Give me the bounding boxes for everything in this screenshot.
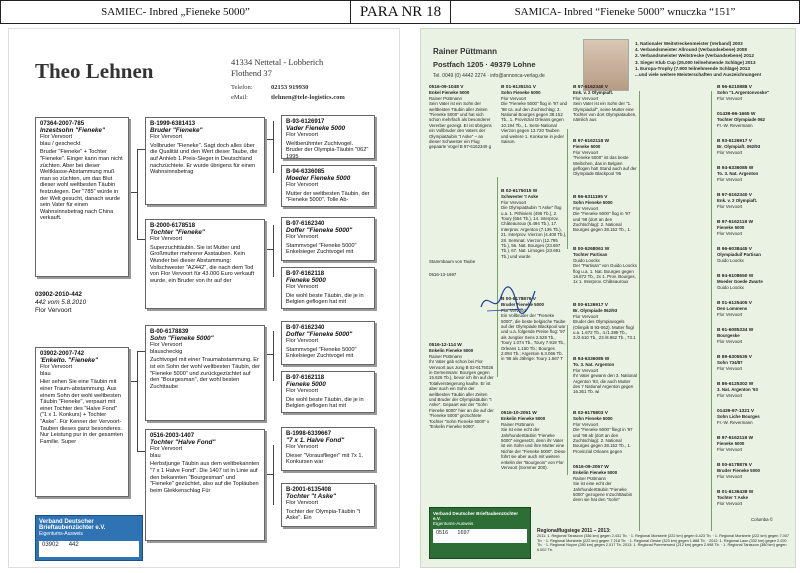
pigeon-description: Ein Vollbruder der "Fieneke 5000", die beste belgische Taube auf der Olympiade Blackpool war und u.a. folgende Preise flog: '97 als Jungtier Sens 2.528 Tb., Toury 1.074 Tb., Toury 7.919 Tb., Orleans 1.150 Tb.; Bourges 2.094 Tb.; Argenton 6.3.066 Tb. in '98 als Jährige: Toury 1.667 T [501, 313, 566, 362]
page-header [0, 0, 800, 24]
breeder: Flor Vervoort [286, 388, 319, 395]
ring-number: B-97-6162340 [286, 221, 325, 227]
parent-card[interactable] [501, 411, 567, 470]
pedigree-ring-text: 0516-13-1697 [429, 272, 457, 277]
parent-card[interactable] [501, 297, 567, 362]
breeder: Flor Vervoort [286, 500, 319, 507]
award-item: ...und viele weitere Meisterschaften und Auszeichnungen! [635, 72, 762, 78]
grandparent-card[interactable] [573, 247, 637, 285]
association-name: Verband Deutscher Brieftaubenzüchter e.V. [39, 519, 106, 531]
owner-address-line2: Flothend 37 [231, 68, 272, 78]
ring-number: B 89-6305535 V [717, 355, 752, 360]
pigeon-name: 'Enkelto. "Fieneke" [40, 356, 99, 364]
pigeon-description: Bruder des Olympiavogels (Olimpik B 93-062). Mutter flogl u.a. 1.672 Tb., 4./1.385 Tb., 3./2.610 Tb., 23./8.962 Tb., 73.1 [573, 319, 636, 341]
pigeon-name: Tochter "Halve Fond" [150, 438, 216, 446]
breeder: Flor Vervoort [501, 307, 527, 313]
connector [273, 331, 274, 381]
pigeon-description: Bruder "Fieneke" + Tochter "Fieneke". Einger kann man nicht züchten. Aber bei dieser Weltklasse-Abstammung muß man so züchten, um das Blut dieser wohl weltbesten Täubin festzulegen. Der "785" würde in der Welt gesucht, danach wurde sein Vater für einen Wahnsinnsbetrag nach China verkauft. [40, 149, 123, 222]
great-grandparent-card[interactable] [717, 355, 791, 371]
ring-number: B 96-6210888 V [717, 85, 752, 90]
ring-number: 0516-09-1048 V [429, 85, 464, 90]
great-grandparent-card[interactable] [717, 247, 791, 263]
ring-number: B 97-6162118 W [717, 220, 753, 225]
pigeon-name: Bruder Fieneke 5000 [501, 302, 544, 308]
left-pedigree-panel [8, 28, 400, 568]
breeder: Flor Vervoort [573, 149, 599, 155]
breeder: Rainer Püttmann [501, 421, 534, 427]
columba-note [751, 517, 791, 522]
header-left-title: SAMIEC- Inbred „Fieneke 5000” [1, 1, 351, 23]
grandparent-card[interactable] [281, 371, 375, 413]
awards-list [635, 41, 793, 78]
breeder: Flor Vervoort [286, 234, 319, 241]
grandparent-card[interactable] [573, 195, 637, 233]
award-item: 3. Sieger Klub Cup (25.000 teilnehmende Schläge) 2013 [635, 59, 756, 65]
dam-pigeon-card[interactable] [429, 343, 495, 430]
breeder-address: Postfach 1205 · 49379 Lohne [433, 60, 536, 69]
association-name: Verband Deutscher Brieftaubenzüchter e.V. [433, 511, 519, 521]
breeder: Flor Vervoort [286, 132, 319, 139]
grandparent-card[interactable] [281, 483, 375, 527]
pigeon-name: Fieneke 5000 [286, 276, 326, 284]
breeder: Flor Vervoort [717, 311, 743, 317]
grandparent-card[interactable] [281, 115, 375, 159]
breeder: Flor Vervoort [717, 230, 743, 236]
ownership-card [35, 515, 143, 561]
pigeon-description: Stammvogel "Fieneke 5000" Enkelsieger Zuchtvogel mit [286, 242, 357, 256]
pigeon-name: Enkelin Fieneke 5000 [429, 348, 474, 354]
ring-number: 03902-2007-742 [40, 351, 85, 357]
pigeon-name: Sohn Liche Bourges [717, 414, 760, 420]
ring-number: 0516-2003-1407 [150, 433, 195, 439]
owner-email[interactable]: tlehnen@tele-logistics.com [271, 94, 345, 101]
pigeon-name: Sohn Fieneke 5000 [573, 416, 613, 422]
pigeon-name: Schwester 't Aske [501, 194, 539, 200]
ring-number: B 00-6126917 V [573, 303, 608, 308]
pigeon-description: Weltberühmter Zuchtvogel. Bruder der Olympia-Täubin "062" 1995 [286, 140, 369, 159]
grandparent-card[interactable] [281, 321, 375, 365]
breeder: Flor Vervoort [40, 364, 73, 371]
pigeon-description: Der "Partisan" von Guido Loockx flog u.a. 1. Nat. Bourges gegen 16.872 Tb., 2x 1. Prov. Bourges, 1x 1. Interprov. Châteauroux [573, 263, 637, 285]
breeder: Flor Vervoort [717, 203, 743, 209]
pigeon-description: "Fieneke 5000" ist das beste Weibchen, das in Belgien geflogen hat! Stand auch auf der Olympiade Blackpool '95 [573, 155, 637, 177]
connector [273, 225, 274, 277]
pigeon-name: To. 3. Nat. Argenton [573, 362, 615, 368]
great-grandparent-card[interactable] [717, 112, 791, 128]
pigeon-name: Bruder Fieneke 5000 [717, 468, 760, 474]
breeder: Fr.-W. Revermann [717, 419, 753, 425]
pigeon-name: Doffer "Fieneke 5000" [286, 330, 353, 338]
pigeon-name: Den Lommens [717, 306, 748, 312]
connector [567, 325, 568, 475]
award-item: 4. Verbandsmeister Allround (Verbandsebene) 2008 [635, 47, 747, 53]
email-label: eMail: [231, 94, 248, 101]
pigeon-description: Ihr Vater gewann den 3. National Argenton '93, die auch Mutter des 7 National Argenton gegen 16.361 Tb. wi [573, 373, 637, 395]
pigeon-description: Dieser "Vorausflieger" mit 7x 1. Konkursen war [286, 452, 364, 466]
pigeon-name: Br. Olympiade 062/93 [573, 308, 618, 314]
connector [639, 91, 640, 531]
pigeon-description: Herbstjunge Täubin aus dem weltbekannten "7 x 1 Halve Fond". Die 1407 ist in Linie auf den bekannten "Bourgesman" und "Fieneke" gezüchtet, also auf die Topläuben beim Glekkenschlag Für [150, 461, 260, 494]
pigeon-description: Vollbruder "Fieneke". Sagt doch alles über die Qualität und den Wert dieser Taube, die auf Anhieb 1.Preis-Sieger in Deutschland nachzüchtete. Er wurde übrigens für einen Wahnsinnsbetrag [150, 142, 258, 176]
connector [265, 474, 273, 475]
breeder: Flor Vervoort [40, 134, 73, 141]
ring-number: B-1998-6339667 [286, 431, 332, 437]
great-grandparent-card[interactable] [717, 139, 791, 155]
ring-number: B 94-6336085 W [717, 166, 754, 171]
ring-number: B-97-6162340 [286, 325, 325, 331]
pigeon-name: Fieneke 5000 [717, 225, 745, 231]
connector [273, 121, 274, 173]
great-grandparent-card[interactable] [717, 85, 791, 101]
breeder: Flor Vervoort [717, 149, 743, 155]
pigeon-description: Die wohl beste Täubin, die je in Belgien geflogen hat mit [286, 292, 364, 306]
pigeon-name: Enk. v. 2 Olympiaft. [573, 90, 614, 96]
breeder: Flor Vervoort [573, 421, 599, 427]
ring-number: B 93-6126917 V [717, 139, 752, 144]
ring-number: B 97-6162340 V [573, 85, 608, 90]
pigeon-description: Mutter der weltbesten Täubin, der "Fieneke 5000". Tolle Ab- [286, 190, 370, 204]
ring-number: B-1999-6381413 [150, 121, 196, 127]
award-item: 1. Europa-Trophy (7.900 teilnehmende Schläge) 2013 [635, 65, 750, 71]
pigeon-description: Stammvogel "Fieneke 5000" Enkelsieger Zuchtvogel mit [286, 346, 357, 360]
breeder: Flor Vervoort [717, 95, 743, 101]
breeder: Flor Vervoort [717, 473, 743, 479]
pigeon-description: Tochter der Olympia-Täubin "t Aske". Ein [286, 508, 361, 522]
ring-number: 03902-2010-442 [35, 291, 82, 298]
pigeon-name: Tochter 't Aske [717, 495, 749, 501]
ring-serial: 1697 [457, 530, 470, 536]
pigeon-description: Die "Fieneke 5000" flog in '97 und '98 ca. auf den Zuchtschlag: 2. National Bourges gegen 38.152 Tb., 1. Provinzial Orleans gegen 10.194 Tb., 1. Semi-National Vierzon gegen 13.720 Tauben und weitere 1. Konkurse in jeder Saison. [501, 101, 567, 145]
pigeon-name: Tochter "Fieneke" [150, 228, 205, 236]
pigeon-description: Die Olympiatäubin "t Aske" flog u.a. 1. Pithiviers (496 Tb.), 2. Toury (654 Tb.), 14. Interprov. Châteauroux (6.494 Tb.), 17. Interprov. Argenton (7.135 Tb.), 21. Interprov. Vierzon (4.400 Tb.), 28. Seminat. Vierzon (12.795 Tb.), 56. Nat. Bourges (23.697 Tb.), 67. Nat. Limoges (23.691 Tb.) und wurde [501, 205, 567, 259]
connector [265, 139, 273, 140]
grandparent-card[interactable] [573, 465, 637, 503]
breeder: Flor Vervoort [286, 444, 319, 451]
ring-number: B-93-6126917 [286, 119, 325, 125]
tel-label: Telefon: [231, 84, 253, 91]
breeder-contact: Tel. 0049 (0) 4442 2274 · info@annonca-verlag.de [433, 73, 545, 79]
ring-number: B 96-6311195 V [573, 195, 608, 200]
parent-card[interactable] [501, 85, 567, 144]
breeder: Flor Vervoort [717, 338, 743, 344]
ring-number: B 00-5268061 W [573, 247, 610, 252]
ring-number: B-97-6162118 [286, 271, 325, 277]
pigeon-description: Superzuchttäubin. Sie ist Mutter und Großmutter mehrerer Asstauben. Kein Wunder bei dieser Abstammung: Vollschwester "AZ442", die nach dem Tod von Flor Vervoort für 43.000 Euro verkauft wurde, ein Bruder von ihr auf der [150, 244, 255, 284]
ring-number: B-2001-6135408 [286, 487, 332, 493]
great-grandparent-card[interactable] [717, 220, 791, 236]
pigeon-name: Sohn "1.Argentonvoske" [717, 90, 769, 96]
ring-number: B 00-6178876 V [717, 463, 752, 468]
owner-address-line1: 41334 Nettetal - Lobberich [231, 57, 324, 67]
connector [137, 149, 138, 239]
breeder: Flor Vervoort [573, 367, 599, 373]
connector [711, 91, 712, 531]
connector [137, 239, 145, 240]
parent-card[interactable] [145, 219, 265, 309]
ring-number: 0516-10-2051 W [501, 411, 537, 416]
pigeon-name: Doffer "Fieneke 5000" [286, 226, 353, 234]
footer-title: Regionalflugsiege 2011 – 2013: [537, 528, 611, 534]
pigeon-name: Bourgeske [717, 333, 740, 339]
grandparent-card[interactable] [573, 357, 637, 395]
great-grandparent-card[interactable] [717, 463, 791, 479]
pigeon-color: blau [150, 452, 161, 459]
breeder-name: Rainer Püttmann [433, 47, 498, 56]
pigeon-name: Sohn Fieneke 5000 [501, 90, 541, 96]
ring-number: 0516-12-114 W [429, 343, 462, 348]
breeder: Flor Vervoort [286, 284, 319, 291]
ring-number: B 01-6125405 V [717, 301, 752, 306]
ring-number: B-97-6162118 [286, 375, 325, 381]
parent-card[interactable] [145, 117, 265, 205]
ownership-card [429, 507, 531, 559]
parent-card[interactable] [145, 429, 265, 541]
owner-contact [231, 83, 345, 103]
pigeon-color: blauscheckig [150, 348, 183, 355]
ring-number: B-94-6336085 [286, 169, 325, 175]
ring-number: B 97-6162118 W [717, 436, 753, 441]
connector [265, 249, 273, 250]
pigeon-name: Tochter Partisan [573, 252, 608, 258]
ring-number: B 97-6162340 V [717, 193, 752, 198]
grandparent-card[interactable] [573, 139, 637, 177]
pigeon-name: Inzestsohn "Fieneke" [40, 126, 106, 134]
breeder: Flor Vervoort [501, 95, 527, 101]
pigeon-name: Bruder "Fieneke" [150, 126, 203, 134]
great-grandparent-card[interactable] [717, 166, 791, 182]
ring-number: B 94-6336085 W [573, 357, 610, 362]
pigeon-color: blau / gescheckt [40, 140, 81, 147]
connector [265, 354, 273, 355]
connector [273, 445, 274, 505]
grandparent-card[interactable] [281, 217, 375, 261]
pigeon-name: Fieneke 5000 [286, 380, 326, 388]
pigeon-name: Tochter "t Aske" [286, 492, 336, 500]
ownership-title: Eigentums-Ausweis [39, 531, 83, 537]
pigeon-color: blau [40, 370, 51, 377]
parent-card[interactable] [145, 325, 265, 421]
breeder: Flor Vervoort [717, 365, 743, 371]
pigeon-name: Fieneke 5000 [717, 441, 745, 447]
ring-number: B 97-6162118 W [573, 139, 609, 144]
club-number: 03902 [42, 542, 59, 548]
pigeon-name: 3. Nat. Argenton '93 [717, 387, 758, 393]
club-number: 0516 [436, 530, 449, 536]
breeder: Flor Vervoort [286, 182, 319, 189]
ownership-ring-box [39, 541, 139, 557]
breeder: Guido Loockx [717, 257, 744, 263]
ring-serial: 442 [68, 542, 79, 548]
grandparent-card[interactable] [281, 165, 375, 207]
pigeon-description: Hier sehen Sie eine Täubin mit einer Traum-abstammung. Aus einem Sohn der wohl weltbesten Täubin "Fieneke", verpaart mit einer Tochter des "Halve Fond" ("1 x 1. Konkurs) + Tochter "Aske". Für Kenner der Vervoort-Tauben dieses ganz besonderes. Nur Leistung pur in der gesamten Familie. Super [40, 379, 124, 445]
footer-text: 2011: 1. Regional Tarascon (336 km) gegen 2.431 Tb. · 1. Regional Morsbeie (222 km) gegen 6.423 Tb. · 1. Regional Morsbeie (222 km) gegen 7.007 Tb. · 1. Regional Morsbeie (222 km) gegen 7.218 Tb. · 1. Regional Oeske (323 km) gegen 1.888 Tb. · 2012: 1. Regional Laon (332 km) gegen 2.020 Tb. · 1. Regional Noyon (280 km) gegen 2.017 Tb. 2013: 1. Regional Pommeroeul (212 km) gegen 2.998 Tb. · 1. Regional Tarascon (380 km) gegen 6.002 Tb. [537, 533, 789, 553]
breeder: Flor Vervoort [573, 95, 599, 101]
connector [137, 451, 145, 452]
owner-address [231, 57, 323, 79]
breeder: Flor Vervoort [717, 176, 743, 182]
breeder: Flor Vervoort [717, 446, 743, 452]
ring-number: B 86-6125302 W [717, 382, 754, 387]
ring-number: B 00-6178876 V [501, 297, 536, 302]
pigeon-name: Enkelin Fieneke 5000 [501, 416, 546, 422]
pedigree-label [429, 259, 495, 264]
pigeon-name: To. 3. Nat. Argenton [717, 171, 759, 177]
pedigree-ring [429, 272, 495, 277]
breeder: Flor Vervoort [150, 236, 183, 243]
ring-number: 01439-96-1665 W [717, 112, 756, 117]
connector [137, 351, 145, 352]
pigeon-name: Enk. v. 2 Olympiaft. [717, 198, 758, 204]
ring-number: 07364-2007-785 [40, 121, 85, 127]
great-grandparent-card[interactable] [717, 274, 791, 290]
parent-card[interactable] [501, 189, 567, 259]
regional-wins-footer [537, 529, 793, 553]
breeder: Guido Loockx [717, 284, 744, 290]
pigeon-name: Br. Olympiaft. 062/93 [717, 144, 761, 150]
grandparent-card[interactable] [573, 85, 637, 123]
connector [129, 192, 137, 193]
pigeon-description: Die wohl beste Täubin, die je in Belgien geflogen hat mit [286, 396, 364, 410]
grandparent-card[interactable] [573, 303, 637, 341]
ring-number: B-2000-6178518 [150, 223, 196, 229]
pigeon-name: Fieneke 5000 [573, 144, 601, 150]
great-grandparent-card[interactable] [717, 490, 791, 506]
ring-number: B 94-6108650 W [717, 274, 754, 279]
breeder: Flor Vervoort [717, 500, 743, 506]
pigeon-name: Tochter Olympiade 062 [717, 117, 765, 123]
pigeon-description: Ihr Vater gab schon bei Flor Vervoort aus Jung B 02-6175026 in Gemeinsam: Bourges gegen 15.626 Tb.), bevor ich ihn auf der Totalversteigerung kaufte. Er ist aber auch ein Sohn der weltbesten Täubin aller Zeiten und Bruder der Olympiatäubin "t Aske". Gepaart war der "Sohn Fieneke 5000" hier an die auf der "Fieneke 5000" gezüchtete Tochter "Sohn Fieneke 5000" x "Enkelin Fieneke 5000". [429, 359, 494, 430]
connector [567, 129, 568, 249]
ownership-ring-box [433, 529, 527, 543]
pedigree-label-text: Stammbaum von Taube [429, 259, 476, 264]
pigeon-name: Sohn Fieneke 5000 [573, 200, 613, 206]
ring-number: B 02-6175803 V [573, 411, 608, 416]
pigeon-description: Die "Fieneke 5000" fliegt in '97 und '98 ab (dort an den Zuchtschlag): 2. National Bourges gegen 38.152 Tb., 1. Provinzial Orleans gegen [573, 427, 633, 454]
connector [137, 351, 138, 451]
award-item: 2. Verbandsmeister Weitstrecke (Verbandsebene) 2012 [635, 53, 754, 59]
connector [497, 177, 498, 377]
dam-pigeon-card[interactable] [35, 347, 129, 497]
breeder: Flor Vervoort [573, 205, 599, 211]
breeder-photo [583, 39, 629, 91]
pigeon-name: Moeder Goede Zwarte [717, 279, 763, 285]
great-grandparent-card[interactable] [717, 436, 791, 452]
pigeon-name: Sohn "Fieneke 5000" [150, 334, 214, 342]
pigeon-name: 442 vom 5.8.2010 [35, 299, 87, 306]
ring-number: B 01-6135151 V [501, 85, 536, 90]
pigeon-name: Vader Fieneke 5000 [286, 124, 346, 132]
great-grandparent-card[interactable] [717, 382, 791, 398]
great-grandparent-card[interactable] [717, 409, 791, 425]
offspring-note [35, 291, 135, 315]
pigeon-description: Sein Vater ist ein Sohn der weltbesten Täubin aller Zeiten "Fieneke 5000" und hat sich schon mehrfach als besonderer Vererber gezeigt. Er ist übrigens ein Vollbruder des Vaters der Olympiatäubin "t Aske" – an dieser Schwester ein Flug gepaarte Vogel B 97-6162340 g [429, 101, 492, 150]
ownership-title: Eigentums-Ausweis [433, 521, 474, 526]
ring-number: B 91-6085334 W [717, 328, 754, 333]
breeder: Flor Vervoort [150, 342, 183, 349]
pigeon-name: Moeder Fieneke 5000 [286, 174, 351, 182]
right-pedigree-panel [420, 28, 796, 568]
pigeon-name: Olympiaduif Partisan [717, 252, 761, 258]
great-grandparent-card[interactable] [717, 193, 791, 209]
pigeon-description: Sie ist eine echt der Jahrhunderttäubin "Fieneke 5000" gezogene Inzuchttäubin denn sie hat den "Sohn" [573, 481, 633, 503]
ring-number: B 02-6175015 W [501, 189, 538, 194]
breeder: Flor Vervoort [150, 134, 183, 141]
breeder: Flor Vervoort [501, 199, 527, 205]
owner-tel: 02153 919930 [271, 84, 309, 91]
pigeon-description: Zuchtvogel mit einer Traumabstammung. Er ist ein Sohn der wohl weltbesten Täubin, der "Fieneke 5000" und zurückgezüchtet auf den "Bourgesman", der wohl besten Zuchttaube [150, 357, 260, 390]
columba-note-text: Columba © [751, 517, 774, 522]
ring-number: B 01-6136438 W [717, 490, 754, 495]
header-right-title: SAMICA- Inbred “Fieneke 5000” wnuczka “151” [514, 6, 736, 18]
owner-name: Theo Lehnen [35, 59, 154, 83]
subject-pigeon-card[interactable] [429, 85, 495, 150]
pigeon-name: Enkelin Fieneke 5000 [573, 470, 618, 476]
header-center-title: PARA NR 18 [351, 1, 451, 23]
pigeon-description: Die "Fieneke 5000" flog in '97 und '98 (dort an den Zuchtschlag): 2. National Bourges gegen 38.152 Tb., 1. [573, 211, 632, 233]
breeder: Rainer Püttmann [573, 475, 606, 481]
ring-number: B-00-6178839 [150, 329, 189, 335]
breeder: Fr.-W. Revermann [717, 122, 753, 128]
ring-number: 0516-09-2057 W [573, 465, 609, 470]
pigeon-description: Sie ist eine echt der Jahrhunderttäubin "Fieneke 5000" eingesetzt, denn ihr Vater ist ein Sohn und ihre Mutter eine Nichte der "Fieneke 5000". Diese führt sie aber auch mit weitere enkelin der "Bourgeois" von Flor Vervoort (Sommer 200). [501, 427, 566, 471]
grandparent-card[interactable] [573, 411, 637, 454]
breeder: Flor Vervoort [150, 446, 183, 453]
ring-number: B 96-6038445 V [717, 247, 752, 252]
pigeon-name: Enkel Fieneke 5000 [429, 90, 470, 96]
great-grandparent-card[interactable] [717, 328, 791, 344]
grandparent-card[interactable] [281, 267, 375, 309]
great-grandparent-card[interactable] [717, 301, 791, 317]
connector [129, 381, 137, 382]
pigeon-name: "7 x 1. Halve Fond" [286, 436, 345, 444]
pigeon-description: Sein Vater ist ein Sohn der "1. Olympiaduif", seine Mutter eine Tochter von dort Olympiatauben, nämlich aus [573, 101, 637, 123]
pigeon-name: Sohn 734/87 [717, 360, 743, 366]
breeder: Flor Vervoort [286, 338, 319, 345]
breeder: Flor Vervoort [717, 392, 743, 398]
breeder: Rainer Püttmann [429, 353, 462, 359]
award-item: 1. Nationaler Weitstreckenmeister (Verband) 2003 [635, 41, 743, 46]
connector [137, 149, 145, 150]
breeder: Guido Loockx [573, 257, 600, 263]
grandparent-card[interactable] [281, 427, 375, 471]
breeder: Rainer Püttmann [429, 95, 462, 101]
subject-pigeon-card[interactable] [35, 117, 129, 277]
breeder: Flor Vervoort [35, 307, 72, 314]
breeder: Flor Vervoort [573, 313, 599, 319]
ring-number: 01439-97-1321 V [717, 409, 755, 414]
